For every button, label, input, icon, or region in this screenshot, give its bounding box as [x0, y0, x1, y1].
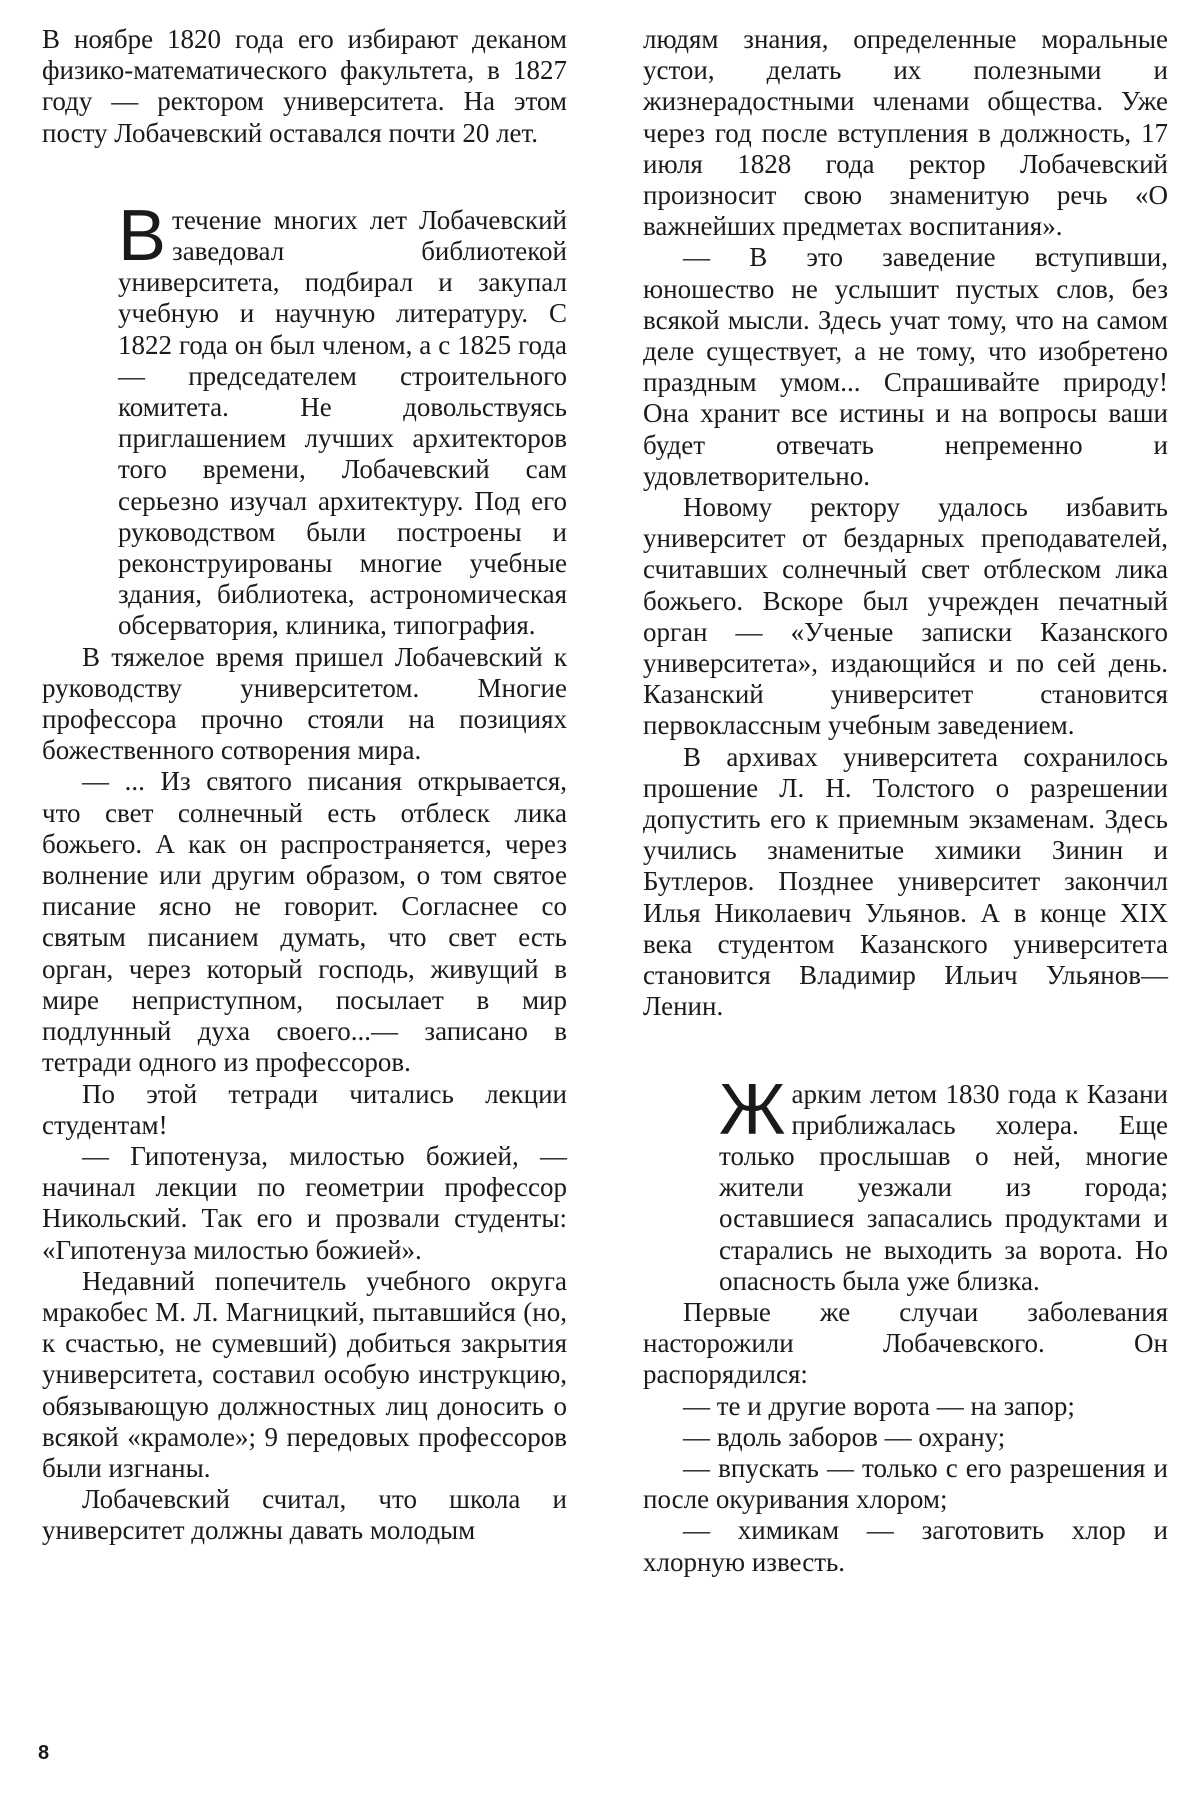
drop-cap-letter: В [118, 195, 167, 276]
intro-paragraph: В ноябре 1820 года его избирают деканом физико-математического факультета, в 1827 году — ректором университета. На этом посту Лобачевский оставался почти 20 лет. [42, 24, 567, 148]
section2-first-paragraph [643, 1069, 1168, 1297]
paragraph-hypotenuse: — Гипотенуза, милостью божией, — начинал лекции по геометрии профессор Никольский. Так его и прозвали студенты: «Гипотенуза милостью божией». [42, 1140, 567, 1265]
order-item: — впускать — только с его разрешения и после окуривания хлором; [643, 1452, 1168, 1515]
section1-text: течение многих лет Лобачевский заведовал библиотекой университета, подбирал и закупал учебную и научную литературу. С 1822 года он был членом, а с 1825 года — председателем строительного комитета. Не довольствуясь приглашением лучших архитекторов того времени, Лобачевский сам серьезно изучал архитектуру. Под его руководством были построены и реконструированы многие учебные здания, библиотека, астрономическая обсерватория, клиника, типография. [118, 204, 567, 641]
paragraph-hard-time: В тяжелое время пришел Лобачевский к руководству университетом. Многие профессора прочно стояли на позициях божественного сотворения мира. [42, 641, 567, 766]
section1-first-paragraph [42, 195, 567, 642]
page-number: 8 [38, 1742, 50, 1764]
paragraph-notebook: По этой тетради читались лекции студентам! [42, 1078, 567, 1140]
paragraph-continued: людям знания, определенные моральные устои, делать их полезными и жизнерадостными членами общества. Уже через год после вступления в должность, 17 июля 1828 года ректор Лобачевский произносит свою знаменитую речь «О важнейших предметах воспитания». [643, 24, 1168, 242]
order-item: — вдоль заборов — охрану; [683, 1421, 1006, 1452]
paragraph-school: Лобачевский считал, что школа и университет должны давать молодым [42, 1484, 567, 1546]
order-item: — химикам — заготовить хлор и хлорную известь. [643, 1515, 1168, 1577]
paragraph-new-rector: Новому ректору удалось избавить университет от бездарных преподавателей, считавших солнечный свет отблеском лика божьего. Вскоре был учрежден печатный орган — «Ученые записки Казанского университета», издающийся и по сей день. Казанский университет становится первоклассным учебным заведением. [643, 492, 1168, 741]
paragraph-archives: В архивах университета сохранилось прошение Л. Н. Толстого о разрешении допустить его к приемным экзаменам. Здесь учились знаменитые химики Зинин и Бутлеров. Позднее университет закончил Илья Николаевич Ульянов. А в конце XIX века студентом Казанского университета становится Владимир Ильич Ульянов—Ленин. [643, 741, 1168, 1022]
paragraph-first-cases: Первые же случаи заболевания насторожили Лобачевского. Он распорядился: [643, 1296, 1168, 1390]
order-item: — те и другие ворота — на запор; [683, 1390, 1075, 1421]
drop-cap-letter: Ж [719, 1069, 786, 1150]
section2-text: арким летом 1830 года к Казани приближалась холера. Еще только прослышав о ней, многие жители уезжали из города; оставшиеся запасались продуктами и старались не выходить за ворота. Но опасность была уже близка. [719, 1078, 1168, 1296]
paragraph-quote: — ... Из святого писания открывается, что свет солнечный есть отблеск лика божьего. А как он распространяется, через волнение или другим образом, о том святое писание ясно не говорит. Согласнее со святым писанием думать, что свет есть орган, через который господь, живущий в мире неприступном, посылает в мир подлунный духа своего...— записано в тетради одного из профессоров. [42, 766, 567, 1078]
right-column [643, 24, 1168, 1578]
left-column [42, 24, 567, 1547]
paragraph-speech: — В это заведение вступивши, юношество не услышит пустых слов, без всякой мысли. Здесь учат тому, что на самом деле существует, а не тому, что изобретено праздным умом... Спрашивайте природу! Она хранит все истины и на вопросы ваши будет отвечать непременно и удовлетворительно. [643, 242, 1168, 491]
paragraph-magnitsky: Недавний попечитель учебного округа мракобес М. Л. Магницкий, пытавшийся (но, к счастью, не сумевший) добиться закрытия университета, составил особую инструкцию, обязывающую должностных лиц доносить о всякой «крамоле»; 9 передовых профессоров были изгнаны. [42, 1265, 567, 1483]
